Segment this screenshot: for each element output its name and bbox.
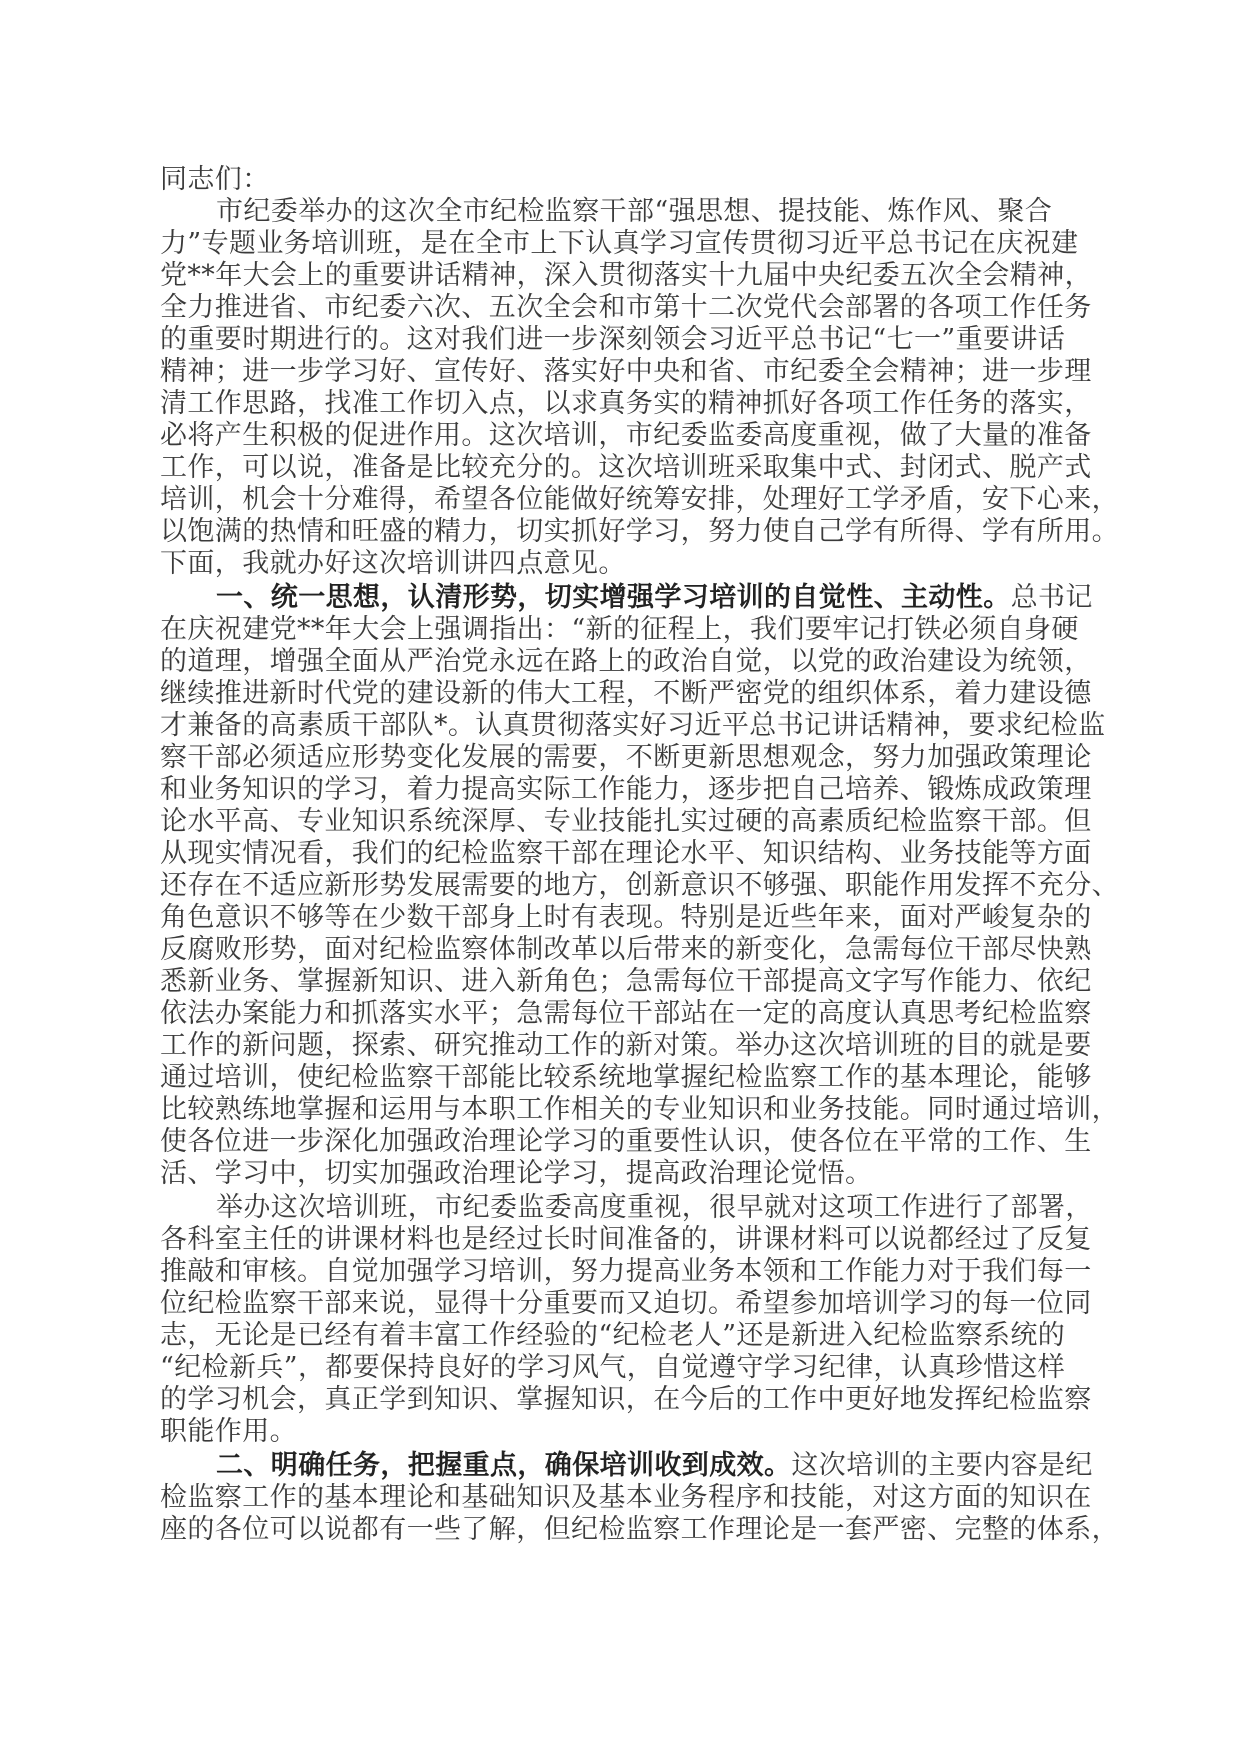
- text-line: 的重要时期进行的。这对我们进一步深刻领会习近平总书记“七一”重要讲话: [160, 324, 1066, 355]
- text-line: 志，无论是已经有着丰富工作经验的“纪检老人”还是新进入纪检监察系统的: [160, 1320, 1066, 1351]
- text-line: 角色意识不够等在少数干部身上时有表现。特别是近些年来，面对严峻复杂的: [160, 902, 1092, 933]
- text-line: 必将产生积极的促进作用。这次培训，市纪委监委高度重视，做了大量的准备: [160, 420, 1092, 451]
- text-line: 各科室主任的讲课材料也是经过长时间准备的，讲课材料可以说都经过了反复: [160, 1224, 1092, 1255]
- section-one-first-line: [160, 582, 1093, 614]
- text-line: 检监察工作的基本理论和基础知识及基本业务程序和技能，对这方面的知识在: [160, 1482, 1092, 1513]
- text-line: 党**年大会上的重要讲话精神，深入贯彻落实十九届中央纪委五次全会精神，: [160, 260, 1092, 291]
- text-line: 举办这次培训班，市纪委监委高度重视，很早就对这项工作进行了部署，: [216, 1192, 1093, 1223]
- text-line: 反腐败形势，面对纪检监察体制改革以后带来的新变化，急需每位干部尽快熟: [160, 934, 1092, 965]
- text-line: 精神；进一步学习好、宣传好、落实好中央和省、市纪委全会精神；进一步理: [160, 356, 1092, 387]
- text-line: 推敲和审核。自觉加强学习培训，努力提高业务本领和工作能力对于我们每一: [160, 1256, 1092, 1287]
- text-line: 和业务知识的学习，着力提高实际工作能力，逐步把自己培养、锻炼成政策理: [160, 774, 1092, 805]
- text-line: 比较熟练地掌握和运用与本职工作相关的专业知识和业务技能。同时通过培训，: [160, 1094, 1119, 1125]
- text-line: 座的各位可以说都有一些了解，但纪检监察工作理论是一套严密、完整的体系，: [160, 1514, 1119, 1545]
- text-line: 还存在不适应新形势发展需要的地方，创新意识不够强、职能作用发挥不充分、: [160, 870, 1119, 901]
- text-line: 察干部必须适应形势变化发展的需要，不断更新思想观念，努力加强政策理论: [160, 742, 1092, 773]
- text-line: 工作，可以说，准备是比较充分的。这次培训班采取集中式、封闭式、脱产式: [160, 452, 1092, 483]
- text-line: 力”专题业务培训班，是在全市上下认真学习宣传贯彻习近平总书记在庆祝建: [160, 228, 1079, 259]
- paragraph-section-two: [160, 1450, 1119, 1546]
- text-line: 下面，我就办好这次培训讲四点意见。: [160, 548, 626, 579]
- text-line: 在庆祝建党**年大会上强调指出：“新的征程上，我们要牢记打铁必须自身硬: [160, 614, 1079, 645]
- text-run: 这次培训的主要内容是纪: [791, 1450, 1093, 1481]
- text-line: 活、学习中，切实加强政治理论学习，提高政治理论觉悟。: [160, 1158, 873, 1189]
- text-line: 职能作用。: [160, 1416, 297, 1447]
- paragraph-section-one: [160, 582, 1119, 1190]
- paragraph-training-prep: [160, 1192, 1093, 1448]
- text-line: 工作的新问题，探索、研究推动工作的新对策。举办这次培训班的目的就是要: [160, 1030, 1092, 1061]
- text-line: 培训，机会十分难得，希望各位能做好统筹安排，处理好工学矛盾，安下心来，: [160, 484, 1119, 515]
- section-heading-two: 二、明确任务，把握重点，确保培训收到成效。: [216, 1450, 792, 1481]
- text-line: 清工作思路，找准工作切入点，以求真务实的精神抓好各项工作任务的落实，: [160, 388, 1092, 419]
- text-run: 总书记: [1010, 582, 1093, 613]
- text-line: 从现实情况看，我们的纪检监察干部在理论水平、知识结构、业务技能等方面: [160, 838, 1092, 869]
- text-line: 依法办案能力和抓落实水平；急需每位干部站在一定的高度认真思考纪检监察: [160, 998, 1092, 1029]
- text-line: 通过培训，使纪检监察干部能比较系统地掌握纪检监察工作的基本理论，能够: [160, 1062, 1092, 1093]
- text-line: 以饱满的热情和旺盛的精力，切实抓好学习，努力使自己学有所得、学有所用。: [160, 516, 1119, 547]
- text-line: 才兼备的高素质干部队*。认真贯彻落实好习近平总书记讲话精神，要求纪检监: [160, 710, 1106, 741]
- section-two-first-line: [160, 1450, 1093, 1482]
- text-line: “纪检新兵”，都要保持良好的学习风气，自觉遵守学习纪律，认真珍惜这样: [160, 1352, 1066, 1383]
- text-line: 全力推进省、市纪委六次、五次全会和市第十二次党代会部署的各项工作任务: [160, 292, 1092, 323]
- section-heading-one: 一、统一思想，认清形势，切实增强学习培训的自觉性、主动性。: [216, 582, 1011, 613]
- salutation: 同志们：: [160, 164, 270, 195]
- text-line: 使各位进一步深化加强政治理论学习的重要性认识，使各位在平常的工作、生: [160, 1126, 1092, 1157]
- text-line: 继续推进新时代党的建设新的伟大工程，不断严密党的组织体系，着力建设德: [160, 678, 1092, 709]
- document-page: [160, 164, 1119, 1546]
- text-line: 市纪委举办的这次全市纪检监察干部“强思想、提技能、炼作风、聚合: [216, 196, 1053, 227]
- paragraph-intro: [160, 196, 1119, 580]
- text-line: 位纪检监察干部来说，显得十分重要而又迫切。希望参加培训学习的每一位同: [160, 1288, 1092, 1319]
- text-line: 论水平高、专业知识系统深厚、专业技能扎实过硬的高素质纪检监察干部。但: [160, 806, 1092, 837]
- text-line: 的道理，增强全面从严治党永远在路上的政治自觉，以党的政治建设为统领，: [160, 646, 1092, 677]
- text-line: 的学习机会，真正学到知识、掌握知识，在今后的工作中更好地发挥纪检监察: [160, 1384, 1092, 1415]
- text-line: 悉新业务、掌握新知识、进入新角色；急需每位干部提高文字写作能力、依纪: [160, 966, 1092, 997]
